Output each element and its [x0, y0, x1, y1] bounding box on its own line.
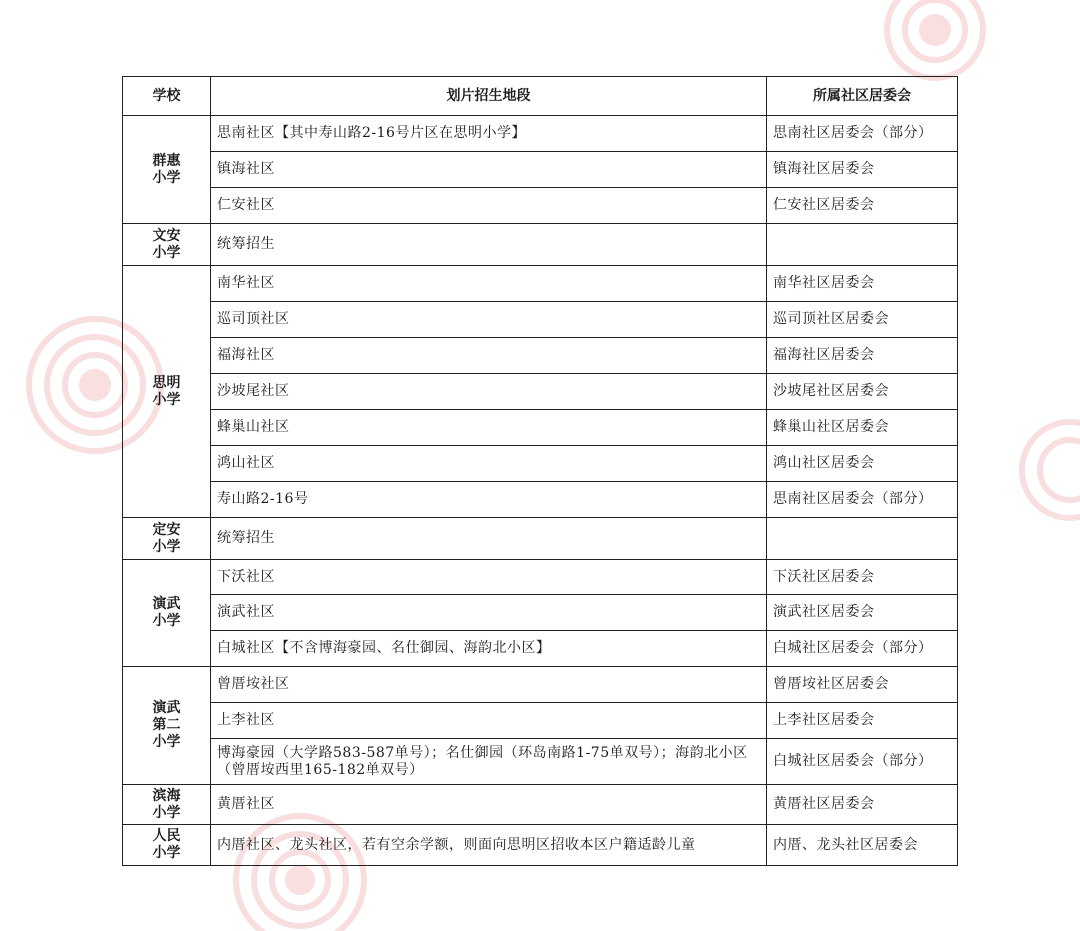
- header-school: 学校: [123, 77, 211, 116]
- committee-cell: 蜂巢山社区居委会: [767, 410, 958, 446]
- committee-cell: 思南社区居委会（部分）: [767, 116, 958, 152]
- committee-cell: 思南社区居委会（部分）: [767, 482, 958, 518]
- committee-cell: 镇海社区居委会: [767, 152, 958, 188]
- school-cell: [123, 224, 211, 266]
- committee-cell: 黄厝社区居委会: [767, 785, 958, 825]
- committee-cell: 仁安社区居委会: [767, 188, 958, 224]
- zone-cell: 统筹招生: [211, 518, 767, 560]
- school-name: 人民小学: [152, 828, 181, 861]
- zone-cell: 演武社区: [211, 595, 767, 631]
- zone-cell: 下沃社区: [211, 560, 767, 595]
- table-row: [123, 825, 958, 866]
- school-cell: [123, 266, 211, 518]
- school-cell: [123, 116, 211, 224]
- school-cell: [123, 785, 211, 825]
- committee-cell: 演武社区居委会: [767, 595, 958, 631]
- table-row: [123, 152, 958, 188]
- table-row: [123, 595, 958, 631]
- zone-cell: 黄厝社区: [211, 785, 767, 825]
- zone-cell: 思南社区【其中寿山路2-16号片区在思明小学】: [211, 116, 767, 152]
- zone-cell: 福海社区: [211, 338, 767, 374]
- zone-cell: 南华社区: [211, 266, 767, 302]
- header-zone: 划片招生地段: [211, 77, 767, 116]
- committee-cell: 白城社区居委会（部分）: [767, 739, 958, 785]
- table-row: [123, 703, 958, 739]
- table-row: [123, 739, 958, 785]
- zone-cell: 统筹招生: [211, 224, 767, 266]
- school-name: 定安小学: [152, 521, 181, 555]
- table-row: [123, 374, 958, 410]
- header-committee: 所属社区居委会: [767, 77, 958, 116]
- table-row: [123, 266, 958, 302]
- table-row: [123, 518, 958, 560]
- table-row: [123, 482, 958, 518]
- zone-cell: 巡司顶社区: [211, 302, 767, 338]
- zone-cell: 沙坡尾社区: [211, 374, 767, 410]
- zone-cell: 寿山路2-16号: [211, 482, 767, 518]
- school-name: 滨海小学: [152, 787, 181, 821]
- school-cell: [123, 667, 211, 785]
- school-name: 演武第二小学: [152, 700, 181, 750]
- committee-cell: [767, 224, 958, 266]
- enrollment-zone-table: [122, 76, 958, 866]
- table-row: [123, 188, 958, 224]
- school-name: 文安小学: [152, 227, 181, 261]
- school-cell: [123, 560, 211, 667]
- school-name: 演武小学: [152, 596, 181, 629]
- committee-cell: 内厝、龙头社区居委会: [767, 825, 958, 866]
- committee-cell: 白城社区居委会（部分）: [767, 631, 958, 667]
- zone-cell: 内厝社区、龙头社区，若有空余学额，则面向思明区招收本区户籍适龄儿童: [211, 825, 767, 866]
- zone-cell: 曾厝垵社区: [211, 667, 767, 703]
- table-row: [123, 785, 958, 825]
- school-name: 群惠小学: [152, 152, 181, 186]
- committee-cell: 福海社区居委会: [767, 338, 958, 374]
- zone-cell: 蜂巢山社区: [211, 410, 767, 446]
- zone-cell: 上李社区: [211, 703, 767, 739]
- table-row: [123, 116, 958, 152]
- zone-cell: 白城社区【不含博海豪园、名仕御园、海韵北小区】: [211, 631, 767, 667]
- committee-cell: 巡司顶社区居委会: [767, 302, 958, 338]
- zone-cell: 鸿山社区: [211, 446, 767, 482]
- table-row: [123, 224, 958, 266]
- committee-cell: 下沃社区居委会: [767, 560, 958, 595]
- zone-cell: 仁安社区: [211, 188, 767, 224]
- committee-cell: [767, 518, 958, 560]
- school-name: 思明小学: [152, 374, 181, 408]
- table-header-row: [123, 77, 958, 116]
- table-row: [123, 560, 958, 595]
- table-row: [123, 446, 958, 482]
- committee-cell: 曾厝垵社区居委会: [767, 667, 958, 703]
- committee-cell: 上李社区居委会: [767, 703, 958, 739]
- table-row: [123, 631, 958, 667]
- table-row: [123, 667, 958, 703]
- committee-cell: 鸿山社区居委会: [767, 446, 958, 482]
- zone-cell: 镇海社区: [211, 152, 767, 188]
- school-cell: [123, 825, 211, 866]
- school-cell: [123, 518, 211, 560]
- committee-cell: 南华社区居委会: [767, 266, 958, 302]
- zone-cell: 博海豪园（大学路583-587单号）；名仕御园（环岛南路1-75单双号）；海韵北小区（曾厝垵西里165-182单双号）: [211, 739, 767, 785]
- committee-cell: 沙坡尾社区居委会: [767, 374, 958, 410]
- table-row: [123, 410, 958, 446]
- table-body: [123, 116, 958, 866]
- table-row: [123, 338, 958, 374]
- table-row: [123, 302, 958, 338]
